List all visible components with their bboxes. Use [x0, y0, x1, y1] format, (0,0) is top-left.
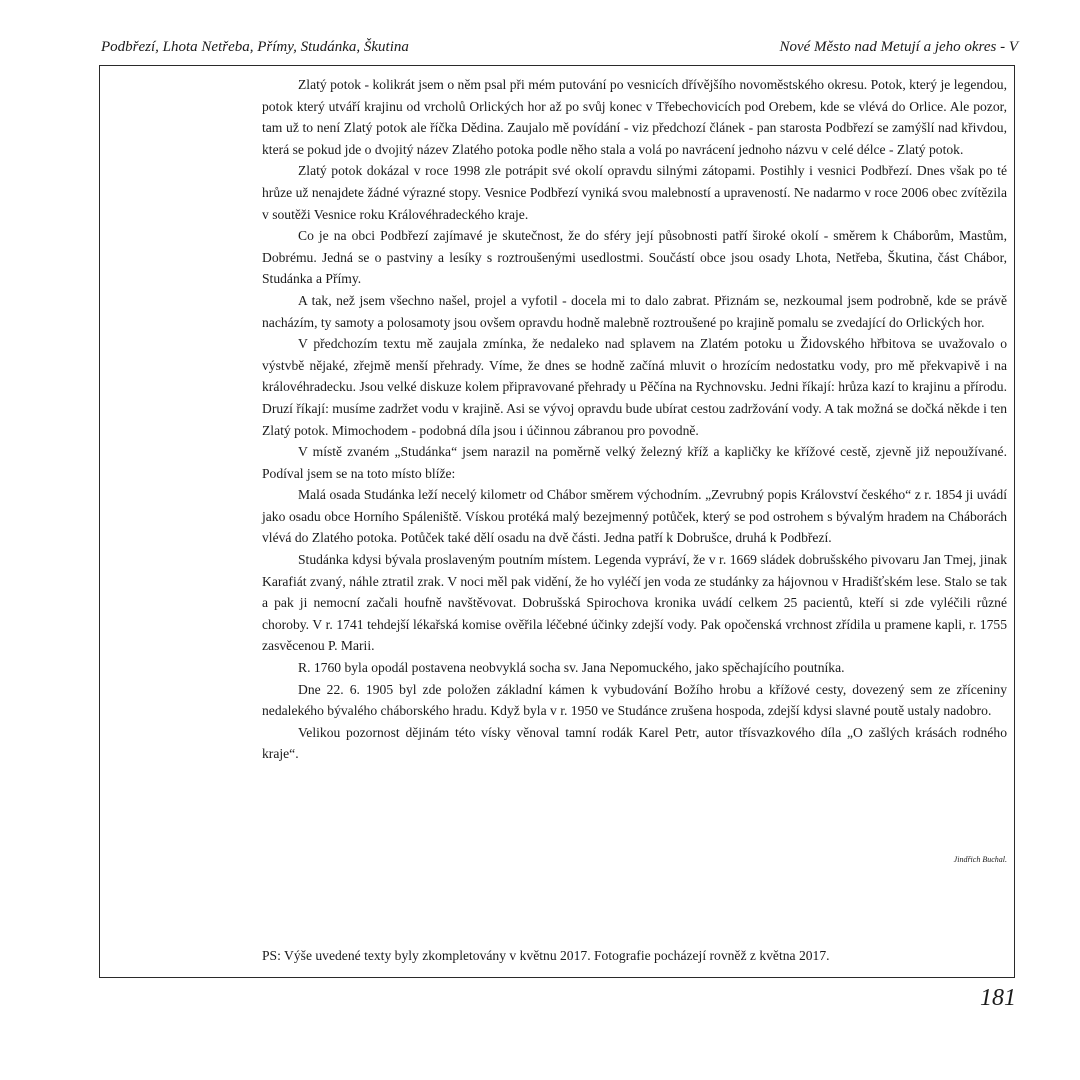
article-body: [262, 74, 1007, 765]
article-paragraph: R. 1760 byla opodál postavena neobvyklá socha sv. Jana Nepomuckého, jako spěchajícího poutníka.: [298, 660, 845, 676]
article-paragraph: Dne 22. 6. 1905 byl zde položen základní kámen k vybudování Božího hrobu a křížové cesty, dovezený sem ze zříceniny nedalekého bývalého cháborského hradu. Když byla v r. 1950 ve Studánce zrušena hospoda, zdejší kdysi slavné poutě ustaly nadobro.: [262, 681, 1007, 719]
article-paragraph: Co je na obci Podbřezí zajímavé je skutečnost, že do sféry její působnosti patří široké okolí - směrem k Cháborům, Mastům, Dobrému. Jedná se o pastviny a lesíky s roztroušenými usedlostmi. Součástí obce jsou osady Lhota, Netřeba, Škutina, část Chábor, Studánka a Přímy.: [262, 228, 1007, 287]
article-paragraph: Zlatý potok dokázal v roce 1998 zle potrápit své okolí opravdu silnými zátopami. Postihly i vesnici Podbřezí. Dnes však po té hrůze už nenajdete žádné výrazné stopy. Vesnice Podbřezí vyniká svou malebností a upraveností. Ne nadarmo v roce 2006 obec zvítězila v soutěži Vesnice roku Královéhradeckého kraje.: [262, 163, 1007, 222]
article-paragraph: V předchozím textu mě zaujala zmínka, že nedaleko nad splavem na Zlatém potoku u Židovského hřbitova se uvažovalo o výstvbě nějaké, zřejmě menší přehrady. Víme, že dnes se hodně začíná mluvit o hrozícím nedostatku vody, pro mě překvapivě i na královéhradecku. Jsou velké diskuze kolem připravované přehrady u Pěčína na Rychnovsku. Jedni říkají: hrůza kazí to krajinu a přírodu. Druzí říkají: musíme zadržet vodu v krajině. Asi se vývoj opravdu bude ubírat cestou zadržování vody. A tak možná se dočká někde i ten Zlatý potok. Mimochodem - podobná díla jsou i účinnou zábranou pro povodně.: [262, 336, 1007, 438]
header-chapter-title: Podbřezí, Lhota Netřeba, Přímy, Studánka, Škutina: [101, 39, 409, 55]
postscript-note: PS: Výše uvedené texty byly zkompletovány v květnu 2017. Fotografie pocházejí rovněž z května 2017.: [262, 948, 830, 963]
running-header: [101, 37, 1018, 59]
article-paragraph: V místě zvaném „Studánka“ jsem narazil na poměrně velký železný kříž a kapličky ke křížové cestě, zjevně již nepoužívané. Podíval jsem se na toto místo blíže:: [262, 444, 1007, 481]
author-signature: Jindřich Buchal.: [953, 855, 1007, 864]
header-book-title: Nové Město nad Metují a jeho okres - V: [779, 39, 1018, 55]
article-paragraph: Velikou pozornost dějinám této vísky věnoval tamní rodák Karel Petr, autor třísvazkového díla „O zašlých krásách rodného kraje“.: [262, 724, 1007, 762]
article-paragraph: Malá osada Studánka leží necelý kilometr od Chábor směrem východním. „Zevrubný popis Království českého“ z r. 1854 ji uvádí jako osadu obce Horního Spáleniště. Vískou protéká malý bezejmenný potůček, který se pod ostrohem s bývalým hradem na Cháborách vlévá do Zlatého potoka. Potůček také dělí osadu na dvě části. Jedna patří k Dobrušce, druhá k Podbřezí.: [262, 487, 1007, 546]
article-paragraph: Zlatý potok - kolikrát jsem o něm psal při mém putování po vesnicích dřívějšího novoměstského okresu. Potok, který je legendou, potok který utváří krajinu od vrcholů Orlických hor až po svůj konec v Třebechovicích pod Orebem, kde se vlévá do Orlice. Ale pozor, tam už to není Zlatý potok ale říčka Dědina. Zaujalo mě povídání - viz předchozí článek - pan starosta Podbřezí se zamýšlí nad křivdou, která se pokud jde o dvojitý název Zlatého potoka podle něho stala a volá po navrácení jednoho názvu v celé délce - Zlatý potok.: [262, 77, 1007, 157]
article-paragraph: Studánka kdysi bývala proslaveným poutním místem. Legenda vypráví, že v r. 1669 sládek dobrušského pivovaru Jan Tmej, jinak Karafiát zvaný, náhle ztratil zrak. V noci měl pak vidění, že ho vyléčí jen voda ze studánky za hájovnou v Hradišťském lese. Stalo se tak a pak ji nemocní začali houfně navštěvovat. Dobrušská Spirochova kronika uvádí celkem 25 pacientů, kteří si zde vyléčili různé choroby. V r. 1741 tehdejší lékařská komise ověřila léčebné účinky zdejší vody. Pak opočenská vrchnost zřídila u pramene kapli, r. 1755 zasvěcenou P. Marii.: [262, 552, 1007, 654]
article-paragraph: A tak, než jsem všechno našel, projel a vyfotil - docela mi to dalo zabrat. Přiznám se, nezkoumal jsem podrobně, kde se právě nacházím, ty samoty a polosamoty jsou ovšem opravdu hodně malebně roztroušené po krajině pomalu se zvedající do Orlických hor.: [262, 292, 1007, 330]
page-number: 181: [980, 985, 1016, 1011]
